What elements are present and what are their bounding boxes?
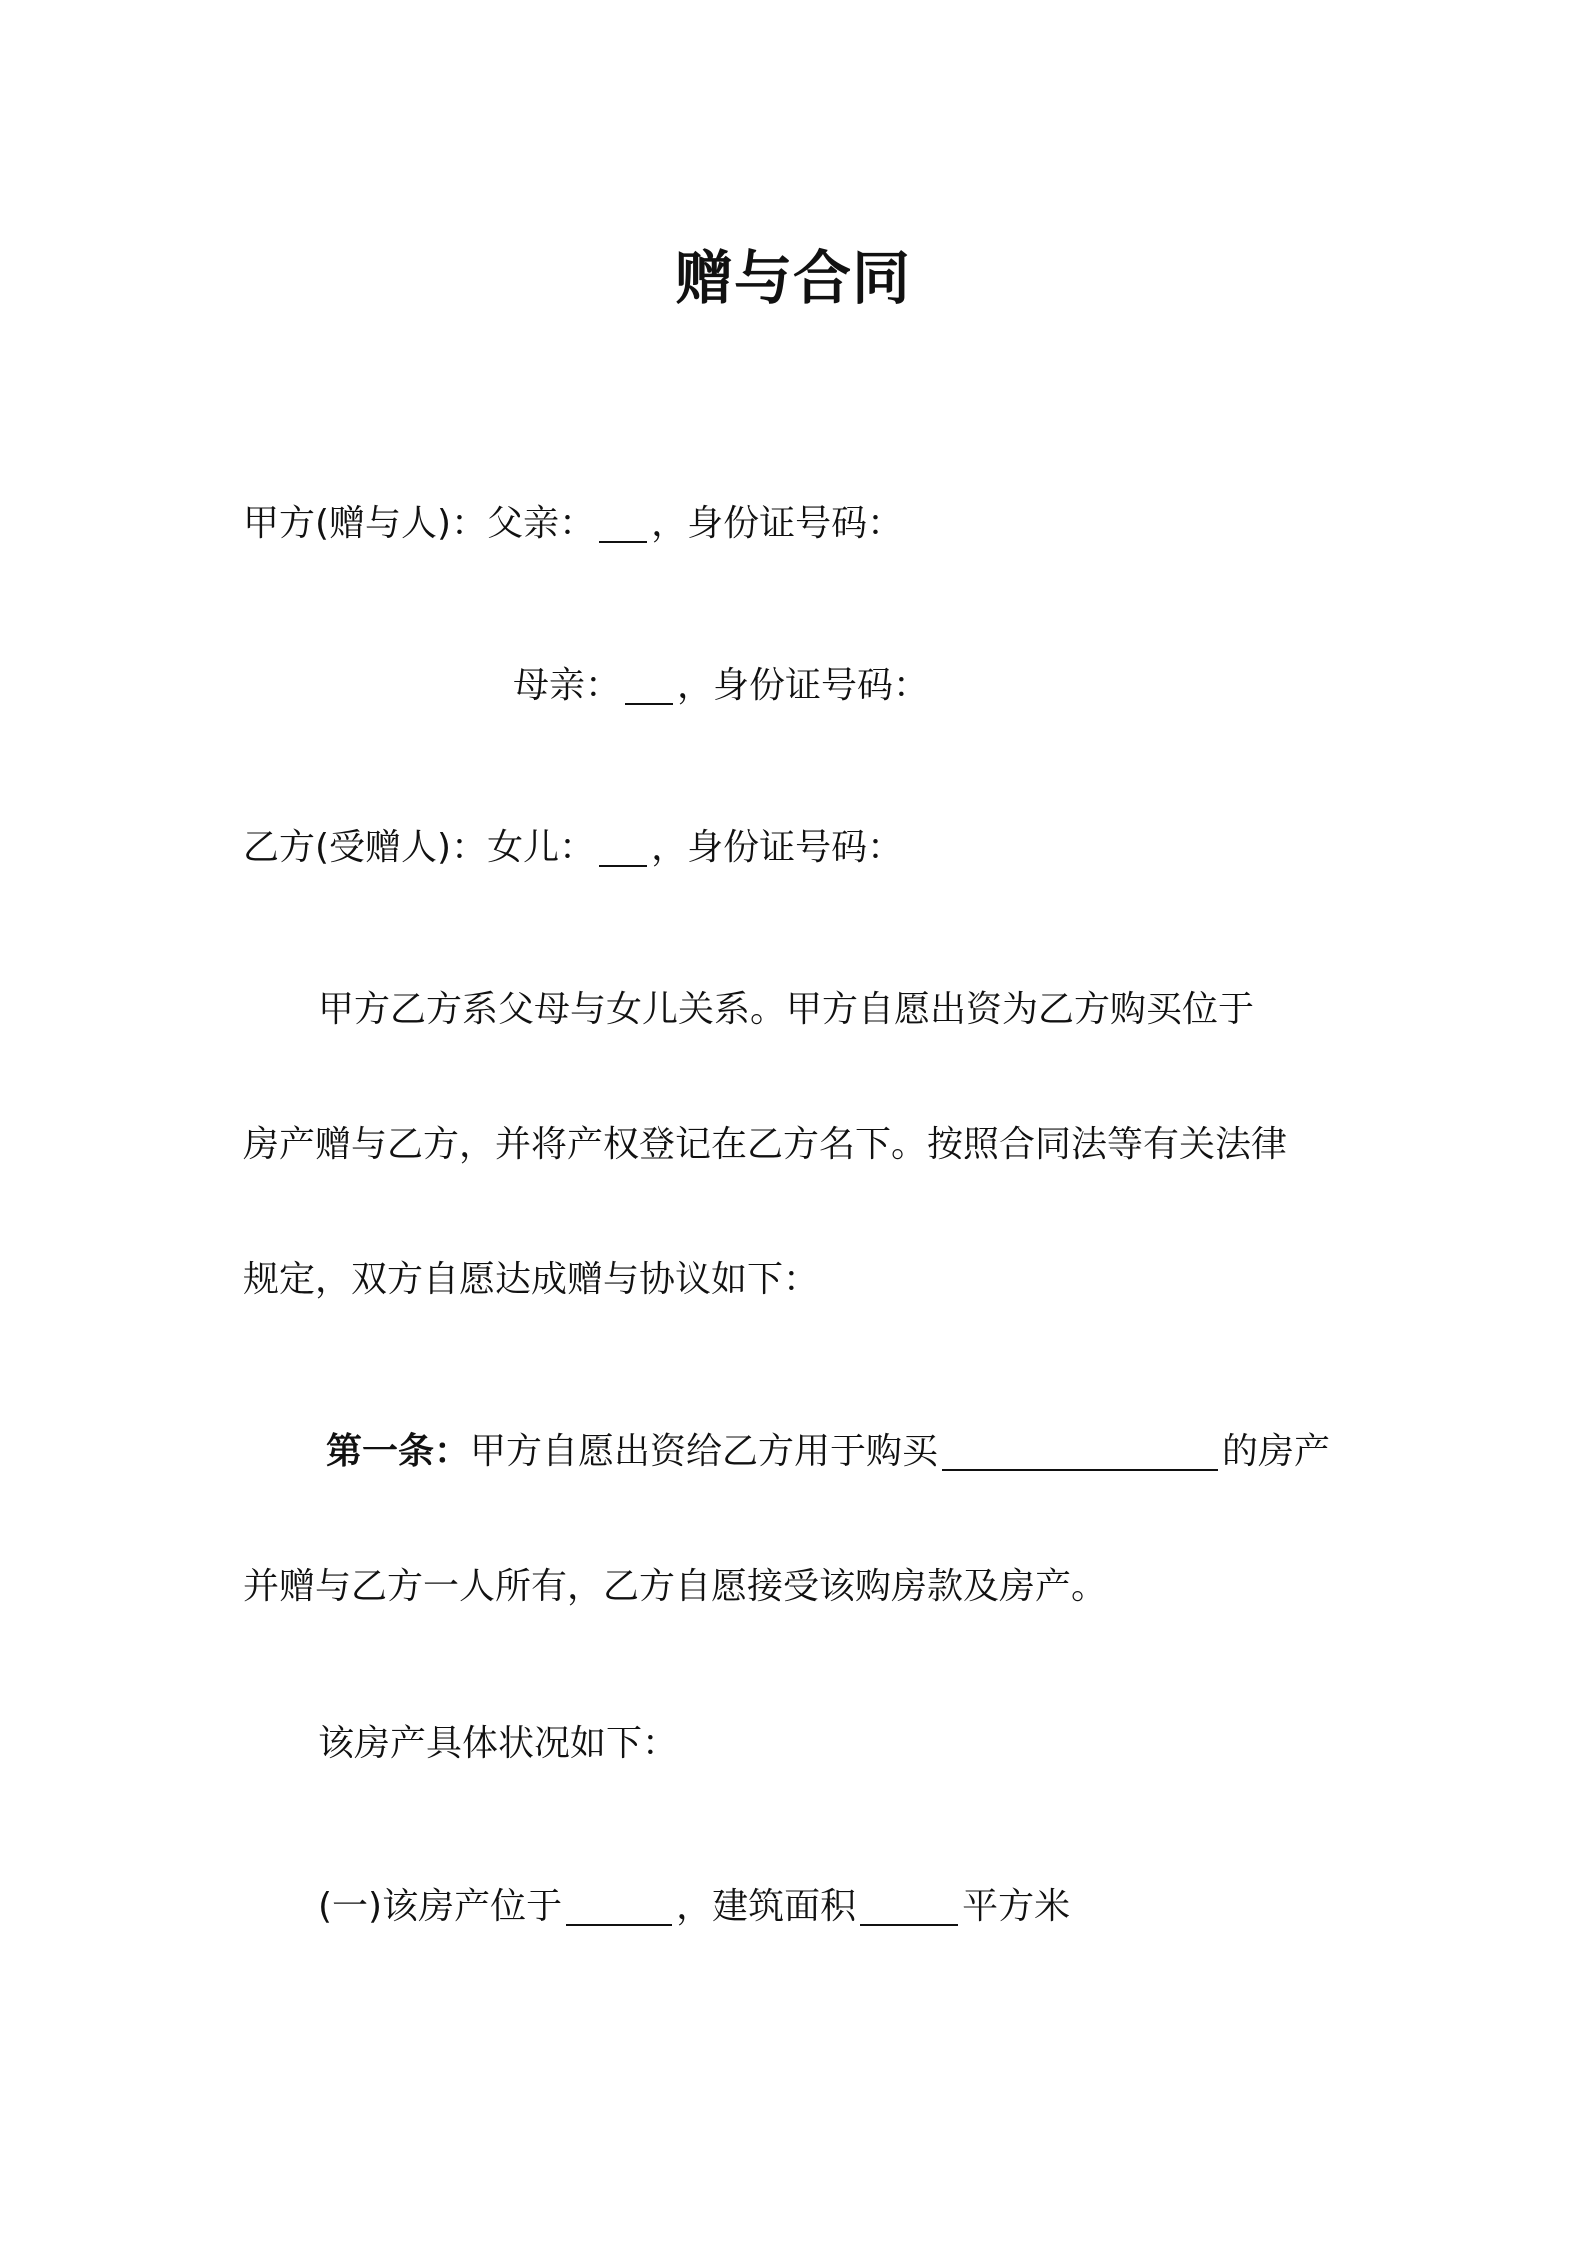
article-1-line-2: 并赠与乙方一人所有，乙方自愿接受该购房款及房产。: [243, 1566, 1108, 1607]
daughter-name-blank: [599, 825, 647, 867]
party-b-label: 乙方(受赠人)：: [243, 827, 488, 868]
daughter-id-label: ，身份证号码：: [651, 827, 904, 868]
article-1-text-before: 甲方自愿出资给乙方用于购买: [470, 1431, 939, 1472]
property-location-blank: [942, 1429, 1218, 1471]
mother-label: 母亲：: [513, 665, 622, 706]
preamble-line-1: 甲方乙方系父母与女儿关系。甲方自愿出资为乙方购买位于: [318, 989, 1255, 1030]
father-name-blank: [599, 501, 647, 543]
page-title: 赠与合同: [674, 244, 911, 312]
article-1-text-after: 的房产: [1222, 1431, 1331, 1472]
party-a-mother-line: [513, 661, 929, 711]
article-1-line-1: [326, 1427, 1330, 1477]
item-1-middle: ，建筑面积: [676, 1886, 857, 1927]
item-1-suffix: 平方米: [962, 1886, 1071, 1927]
preamble-line-2: 房产赠与乙方，并将产权登记在乙方名下。按照合同法等有关法律: [243, 1124, 1288, 1165]
preamble-line-3: 规定，双方自愿达成赠与协议如下：: [243, 1259, 820, 1300]
mother-name-blank: [625, 663, 673, 705]
father-id-label: ，身份证号码：: [651, 503, 904, 544]
article-1-heading: 第一条：: [326, 1431, 471, 1472]
father-label: 父亲：: [487, 503, 596, 544]
party-a-label: 甲方(赠与人)：: [243, 503, 488, 544]
property-intro: 该房产具体状况如下：: [318, 1723, 679, 1764]
party-b-daughter-line: [243, 823, 903, 873]
party-a-father-line: [243, 499, 903, 549]
property-address-blank: [566, 1884, 672, 1926]
daughter-label: 女儿：: [487, 827, 596, 868]
item-1-prefix: (一)该房产位于: [318, 1886, 563, 1927]
property-item-1: [318, 1882, 1070, 1932]
building-area-blank: [860, 1884, 958, 1926]
mother-id-label: ，身份证号码：: [677, 665, 930, 706]
